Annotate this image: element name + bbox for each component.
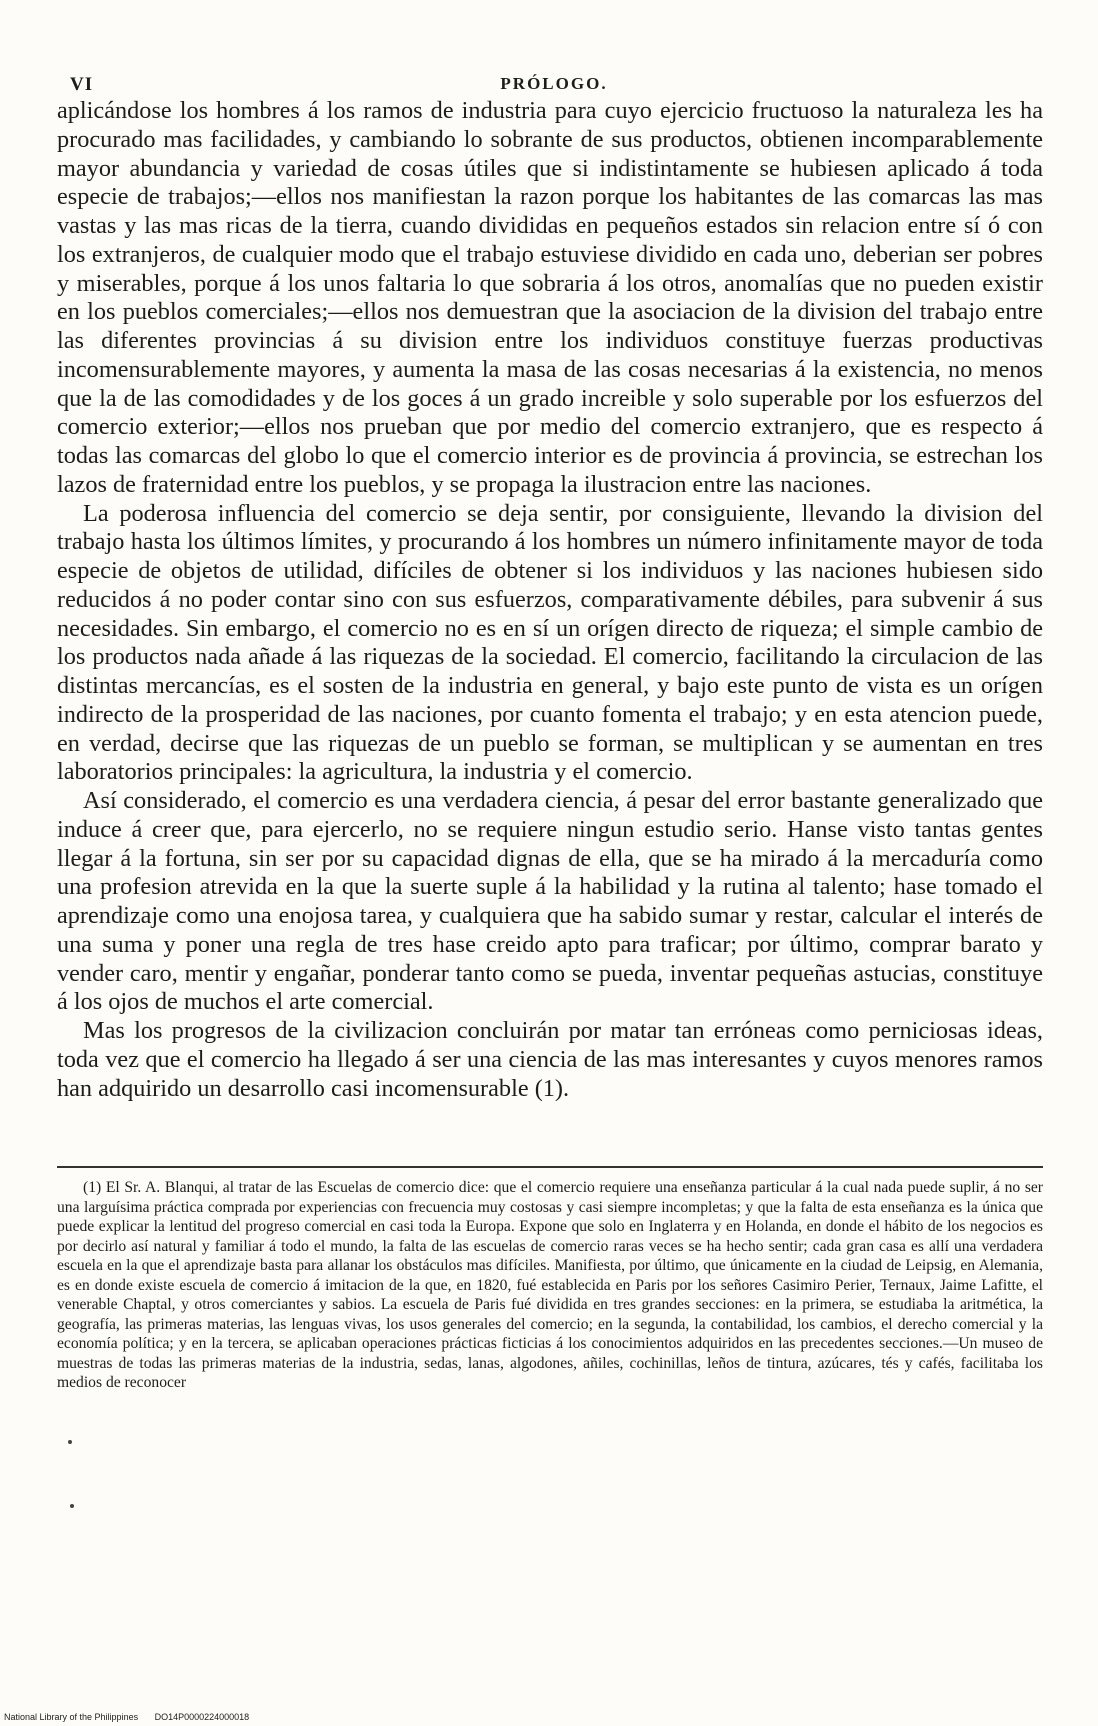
ink-dot bbox=[70, 1504, 74, 1508]
body-text bbox=[57, 97, 1043, 1103]
footnote-divider bbox=[57, 1166, 1043, 1168]
paragraph-1: aplicándose los hombres á los ramos de industria para cuyo ejercicio fructuoso la naturaleza les ha procurado mas facilidades, y cambiando lo sobrante de sus productos, obtienen incomparablemente mayor abundancia y variedad de cosas útiles que si indistintamente se hubiesen aplicado á toda especie de trabajos;—ellos nos manifiestan la razon porque los habitantes de las comarcas las mas vastas y las mas ricas de la tierra, cuando divididas en pequeños estados sin relacion entre sí ó con los extranjeros, de cualquier modo que el trabajo estuviese dividido en cada uno, deberian ser pobres y miserables, porque á los unos faltaria lo que sobraria á los otros, anomalías que no pueden existir en los pueblos comerciales;—ellos nos demuestran que la asociacion de la division del trabajo entre las diferentes provincias á su division entre los individuos constituye fuerzas productivas incomensurablemente mayores, y aumenta la masa de las cosas necesarias á la existencia, no menos que la de las comodidades y de los goces á un grado increible y solo superable por los esfuerzos del comercio exterior;—ellos nos prueban que por medio del comercio extranjero, que es respecto á todas las comarcas del globo lo que el comercio interior es de provincia á provincia, se estrechan los lazos de fraternidad entre los pueblos, y se propaga la ilustracion entre las naciones. bbox=[57, 97, 1043, 498]
ink-dot bbox=[68, 1440, 72, 1444]
paragraph-4: Mas los progresos de la civilizacion concluirán por matar tan erróneas como perniciosas ideas, toda vez que el comercio ha llegado á ser una ciencia de las mas interesantes y cuyos menores ramos han adquirido un desarrollo casi incomensurable (1). bbox=[57, 1017, 1043, 1102]
running-head: PRÓLOGO. bbox=[500, 74, 608, 93]
library-name: National Library of the Philippines bbox=[4, 1712, 139, 1722]
scan-identifier: DO14P0000224000018 bbox=[154, 1712, 250, 1722]
paragraph-3: Así considerado, el comercio es una verdadera ciencia, á pesar del error bastante generalizado que induce á creer que, para ejercerlo, no se requiere ningun estudio serio. Hanse visto tantas gentes llegar á la fortuna, sin ser por su capacidad dignas de ella, que se ha mirado á la mercaduría como una profesion atrevida en la que la suerte suple á la habilidad y la rutina al talento; hase tomado el aprendizaje como una enojosa tarea, y cualquiera que ha sabido sumar y restar, calcular el interés de una suma y poner una regla de tres hase creido apto para traficar; por último, comprar barato y vender caro, mentir y engañar, ponderar tanto como se pueda, inventar pequeñas astucias, constituye á los ojos de muchos el arte comercial. bbox=[57, 787, 1043, 1016]
footnote-1: (1) El Sr. A. Blanqui, al tratar de las Escuelas de comercio dice: que el comercio requiere una enseñanza particular á la cual nada puede suplir, á no ser una larguísima práctica comprada por experiencias con frecuencia muy costosas y casi siempre incompletas; y que la falta de esta enseñanza es la única que puede explicar la lentitud del progreso comercial en casi toda la Europa. Expone que solo en Inglaterra y en Holanda, en donde el hábito de los negocios es por decirlo así natural y familiar á todo el mundo, la falta de las escuelas de comercio raras veces se ha hecho sentir; cada gran casa es allí una verdadera escuela en la que el aprendizaje basta para allanar los obstáculos mas difíciles. Manifiesta, por último, que únicamente en la ciudad de Leipsig, en Alemania, es en donde existe escuela de comercio á imitacion de la que, en 1820, fué establecida en Paris por los señores Casimiro Perier, Ternaux, Jaime Lafitte, el venerable Chaptal, y otros comerciantes y sabios. La escuela de Paris fué dividida en tres grandes secciones: en la primera, se estudiaba la aritmética, la geografía, las primeras materias, las lenguas vivas, los usos generales del comercio; en la segunda, la contabilidad, los cambios, el derecho comercial y la economía política; y en la tercera, se aplicaban operaciones prácticas ficticias á los conocimientos adquiridos en las precedentes secciones.—Un museo de muestras de todas las primeras materias de la industria, sedas, lanas, algodones, añiles, cochinillas, leños de tintura, azúcares, tés y cafés, facilitaba los medios de reconocer bbox=[57, 1179, 1043, 1391]
scan-provenance bbox=[4, 1712, 263, 1722]
stray-marks bbox=[66, 1440, 76, 1510]
page-number: VI bbox=[70, 74, 94, 95]
footnote-section bbox=[57, 1178, 1043, 1393]
paragraph-2: La poderosa influencia del comercio se deja sentir, por consiguiente, llevando la division del trabajo hasta los últimos límites, y procurando á los hombres un número infinitamente mayor de toda especie de objetos de utilidad, difíciles de obtener si los individuos y las naciones hubiesen sido reducidos á no poder contar sino con sus esfuerzos, comparativamente débiles, para subvenir á sus necesidades. Sin embargo, el comercio no es en sí un orígen directo de riqueza; el simple cambio de los productos nada añade á las riquezas de la sociedad. El comercio, facilitando la circulacion de las distintas mercancías, es el sosten de la industria en general, y bajo este punto de vista es un orígen indirecto de la prosperidad de las naciones, por cuanto fomenta el trabajo; y en esta atencion puede, en verdad, decirse que las riquezas de un pueblo se forman, se multiplican y se aumentan en tres laboratorios principales: la agricultura, la industria y el comercio. bbox=[57, 499, 1043, 786]
